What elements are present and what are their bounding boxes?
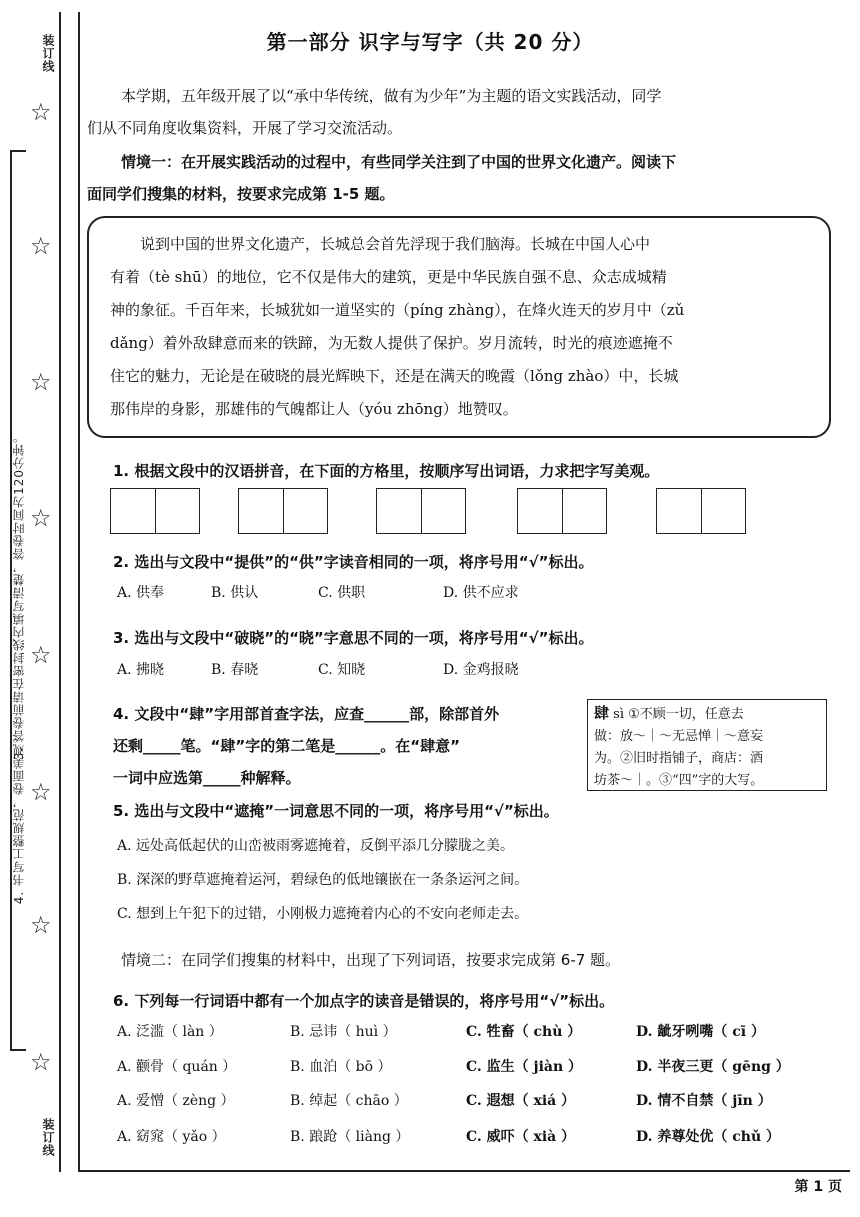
q6-row3-c[interactable]: C. 遐想（ xiá ） (466, 1093, 576, 1109)
dictionary-line: 坊茶～｜。③“四”字的大写。 (594, 773, 764, 788)
q3-option-a[interactable]: A. 拂晓 (117, 662, 165, 678)
star-icon: ☆ (30, 1048, 52, 1076)
question-5: 5. 选出与文段中“遮掩”一词意思不同的一项，将序号用“√”标出。 (113, 802, 559, 820)
q2-option-c[interactable]: C. 供职 (318, 585, 366, 601)
q6-row3-b[interactable]: B. 绰起（ chāo ） (290, 1093, 408, 1109)
q6-row1-b[interactable]: B. 忌讳（ huì ） (290, 1024, 397, 1040)
q3-option-b[interactable]: B. 春晓 (211, 662, 259, 678)
answer-grid[interactable] (656, 488, 746, 534)
answer-grid[interactable] (110, 488, 200, 534)
notes-bracket-top (10, 150, 26, 152)
exam-note-3: 4. 书写工整规范，卷面美观。 (12, 730, 26, 905)
q5-option-b[interactable]: B. 深深的野草遮掩着运河，碧绿色的低地镶嵌在一条条运河之间。 (117, 872, 529, 888)
passage-line: 有着（tè shū）的地位，它不仅是伟大的建筑，更是中华民族自强不息、众志成城精 (110, 268, 667, 286)
notes-bracket-bottom (10, 1049, 26, 1051)
star-icon: ☆ (30, 641, 52, 669)
q5-option-c[interactable]: C. 想到上午犯下的过错，小刚极力遮掩着内心的不安向老师走去。 (117, 906, 529, 922)
passage-line: 那伟岸的身影，那雄伟的气魄都让人（yóu zhōng）地赞叹。 (110, 400, 518, 418)
question-4-line-1: 4. 文段中“肆”字用部首查字法，应查______部，除部首外 (113, 705, 500, 723)
q3-option-c[interactable]: C. 知晓 (318, 662, 366, 678)
q6-row4-d[interactable]: D. 养尊处优（ chǔ ） (636, 1129, 781, 1145)
dictionary-line: 为。②旧时指铺子，商店：酒 (594, 751, 764, 766)
exam-note-4: 3. 答卷前请在密封线内填写清楚，答卷时间为120分钟。 (12, 430, 26, 761)
q6-row2-a[interactable]: A. 颧骨（ quán ） (117, 1059, 237, 1075)
q6-row4-a[interactable]: A. 窈窕（ yǎo ） (117, 1129, 226, 1145)
intro-line-1: 本学期，五年级开展了以“承中华传统，做有为少年”为主题的语文实践活动，同学 (121, 87, 662, 105)
star-icon: ☆ (30, 504, 52, 532)
star-icon: ☆ (30, 911, 52, 939)
q6-row4-c[interactable]: C. 威吓（ xià ） (466, 1129, 576, 1145)
q6-row3-d[interactable]: D. 情不自禁（ jīn ） (636, 1093, 772, 1109)
q6-row4-b[interactable]: B. 踉跄（ liàng ） (290, 1129, 410, 1145)
q6-row2-c[interactable]: C. 监生（ jiàn ） (466, 1059, 583, 1075)
page-number: 第 1 页 (794, 1179, 842, 1195)
question-2: 2. 选出与文段中“提供”的“供”字读音相同的一项，将序号用“√”标出。 (113, 553, 594, 571)
q6-row3-a[interactable]: A. 爱憎（ zèng ） (117, 1093, 235, 1109)
answer-grid[interactable] (376, 488, 466, 534)
binding-line (59, 12, 61, 1172)
star-icon: ☆ (30, 232, 52, 260)
question-4-line-3: 一词中应选第_____种解释。 (113, 769, 301, 787)
q6-row2-d[interactable]: D. 半夜三更（ gēng ） (636, 1059, 790, 1075)
intro-line-2: 们从不同角度收集资料，开展了学习交流活动。 (87, 119, 403, 137)
passage-line: 住它的魅力，无论是在破晓的晨光辉映下，还是在满天的晚霞（lǒng zhào）中，长城 (110, 367, 679, 385)
q3-option-d[interactable]: D. 金鸡报晓 (443, 662, 519, 678)
star-icon: ☆ (30, 98, 52, 126)
question-1: 1. 根据文段中的汉语拼音，在下面的方格里，按顺序写出词语，力求把字写美观。 (113, 462, 660, 480)
question-3: 3. 选出与文段中“破晓”的“晓”字意思不同的一项，将序号用“√”标出。 (113, 629, 594, 647)
passage-line: 说到中国的世界文化遗产，长城总会首先浮现于我们脑海。长城在中国人心中 (140, 235, 651, 253)
answer-grid[interactable] (238, 488, 328, 534)
q2-option-d[interactable]: D. 供不应求 (443, 585, 519, 601)
star-icon: ☆ (30, 778, 52, 806)
dictionary-entry (587, 699, 827, 791)
dictionary-headword: 肆 (594, 704, 610, 722)
question-6: 6. 下列每一行词语中都有一个加点字的读音是错误的，将序号用“√”标出。 (113, 992, 615, 1010)
star-icon: ☆ (30, 368, 52, 396)
dictionary-line: sì ①不顾一切，任意去 (609, 707, 744, 722)
dictionary-line: 做：放～｜～无忌惮｜～意妄 (594, 729, 764, 744)
passage-line: 神的象征。千百年来，长城犹如一道坚实的（píng zhàng），在烽火连天的岁月中（zǔ (110, 301, 685, 319)
q2-option-a[interactable]: A. 供奉 (117, 585, 165, 601)
scene1-line-1: 情境一：在开展实践活动的过程中，有些同学关注到了中国的世界文化遗产。阅读下 (121, 153, 677, 171)
q6-row1-a[interactable]: A. 泛滥（ làn ） (117, 1024, 223, 1040)
q6-row1-d[interactable]: D. 龇牙咧嘴（ cī ） (636, 1024, 765, 1040)
question-4-line-2: 还剩_____笔。“肆”字的第二笔是______。在“肆意” (113, 737, 460, 755)
binding-label-bottom: 装订线 (41, 1118, 55, 1157)
binding-label-top: 装订线 (41, 34, 55, 73)
scene1-line-2: 面同学们搜集的材料，按要求完成第 1-5 题。 (87, 185, 395, 203)
answer-grid[interactable] (517, 488, 607, 534)
q5-option-a[interactable]: A. 远处高低起伏的山峦被雨雾遮掩着，反倒平添几分朦胧之美。 (117, 838, 515, 854)
q2-option-b[interactable]: B. 供认 (211, 585, 259, 601)
scene2-heading: 情境二：在同学们搜集的材料中，出现了下列词语，按要求完成第 6-7 题。 (121, 951, 621, 969)
q6-row1-c[interactable]: C. 牲畜（ chù ） (466, 1024, 582, 1040)
passage-line: dǎng）着外敌肆意而来的铁蹄，为无数人提供了保护。岁月流转，时光的痕迹遮掩不 (110, 334, 673, 352)
section-title: 第一部分 识字与写字（共 20 分） (266, 30, 594, 54)
q6-row2-b[interactable]: B. 血泊（ bō ） (290, 1059, 392, 1075)
